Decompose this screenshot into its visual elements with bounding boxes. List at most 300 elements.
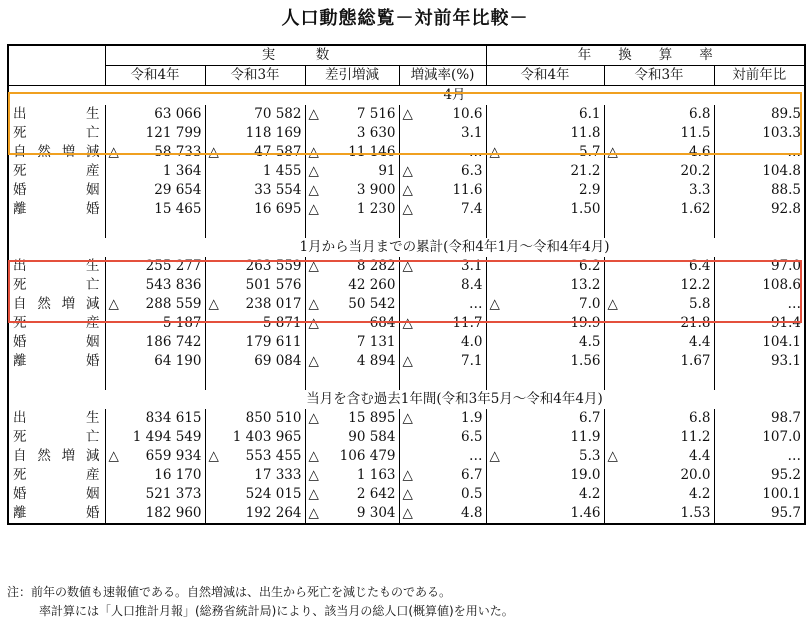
row-label: 婚姻 [13,486,100,502]
cell-ratio [714,504,805,524]
header-col: 令和3年 [604,66,714,86]
row-label: 離婚 [13,353,100,369]
row-label: 出生 [13,258,100,274]
cell-value: 3 630 [356,125,396,141]
cell-value: 29 654 [154,182,202,198]
cell-diff [305,200,399,219]
section-spacer [8,219,805,238]
cell-diff [305,257,399,276]
cell-y4 [486,257,604,276]
row-label: 自然増減 [13,448,100,464]
cell-value: 1.56 [570,353,601,369]
cell-value: 4.6 [689,144,711,160]
cell-value: 1 403 965 [232,429,302,445]
cell-value: 8.4 [461,277,483,293]
cell-value: 15 465 [154,201,202,217]
cell-value: 2.9 [579,182,601,198]
negative-triangle: △ [308,505,319,521]
cell-diff [305,105,399,124]
header-col: 令和3年 [205,66,305,86]
cell-r3 [205,200,305,219]
cell-diff [305,504,399,524]
row-label: 離婚 [13,201,100,217]
cell-value: 4.2 [579,486,601,502]
cell-value: 6.2 [579,258,601,274]
cell-rate [399,143,486,162]
cell-value: 5 187 [162,315,202,331]
cell-ratio [714,105,805,124]
cell-diff [305,162,399,181]
row-label: 死亡 [13,429,100,445]
negative-triangle: △ [402,182,413,198]
cell-y3 [604,352,714,371]
cell-value: 118 169 [245,125,302,141]
cell-y3 [604,276,714,295]
table-row [8,200,805,219]
cell-value: 5.8 [689,296,711,312]
row-label: 死産 [13,163,100,179]
cell-value: … [787,144,801,160]
cell-value: 58 733 [154,144,202,160]
section-title-row [8,390,805,409]
negative-triangle: △ [308,296,319,312]
cell-value: … [787,296,801,312]
negative-triangle: △ [108,144,119,160]
negative-triangle: △ [308,353,319,369]
negative-triangle: △ [402,315,413,331]
cell-r4 [105,466,205,485]
cell-r3 [205,333,305,352]
table-row [8,485,805,504]
cell-y4 [486,124,604,143]
cell-y4 [486,409,604,428]
row-label: 婚姻 [13,334,100,350]
table-row [8,352,805,371]
negative-triangle: △ [308,258,319,274]
cell-value: 6.5 [461,429,483,445]
negative-triangle: △ [489,448,500,464]
row-label: 死産 [13,467,100,483]
header-col: 令和4年 [486,66,604,86]
cell-y4 [486,447,604,466]
cell-rate [399,105,486,124]
cell-value: 16 695 [254,201,302,217]
cell-r3 [205,504,305,524]
negative-triangle: △ [108,296,119,312]
cell-value: 6.3 [461,163,483,179]
cell-rate [399,409,486,428]
cell-value: 20.0 [680,467,711,483]
cell-value: 91.4 [770,315,801,331]
row-label: 自然増減 [13,144,100,160]
table-row [8,124,805,143]
cell-y4 [486,504,604,524]
cell-r3 [205,276,305,295]
cell-value: 1 455 [262,163,302,179]
cell-r4 [105,314,205,333]
cell-value: 5.3 [579,448,601,464]
footnote: 注：前年の数値も速報値である。自然増減は、出生から死亡を減じたものである。 [7,585,452,599]
cell-value: 684 [369,315,396,331]
cell-r3 [205,428,305,447]
cell-value: 64 190 [154,353,202,369]
cell-value: … [469,448,483,464]
cell-value: 4.4 [689,448,711,464]
table-row [8,428,805,447]
negative-triangle: △ [308,106,319,122]
cell-y3 [604,447,714,466]
page-title: 人口動態総覧－対前年比較－ [281,8,529,29]
section-title-row [8,86,805,106]
cell-y3 [604,485,714,504]
cell-value: … [469,296,483,312]
cell-value: 521 373 [145,486,202,502]
cell-value: 69 084 [254,353,302,369]
cell-value: 42 260 [348,277,396,293]
negative-triangle: △ [402,258,413,274]
cell-value: 553 455 [245,448,302,464]
cell-r4 [105,485,205,504]
cell-value: 1.62 [680,201,711,217]
cell-value: 11.5 [680,125,711,141]
row-label: 死亡 [13,277,100,293]
cell-y3 [604,257,714,276]
cell-value: 4.2 [689,486,711,502]
negative-triangle: △ [489,296,500,312]
cell-diff [305,276,399,295]
cell-value: 1.9 [461,410,483,426]
cell-value: 11.9 [570,429,601,445]
row-label: 出生 [13,410,100,426]
cell-value: 2 642 [356,486,396,502]
cell-value: 501 576 [245,277,302,293]
cell-value: 6.7 [461,467,483,483]
cell-value: 98.7 [770,410,801,426]
negative-triangle: △ [402,201,413,217]
table-row [8,105,805,124]
cell-value: 97.0 [770,258,801,274]
cell-value: 186 742 [145,334,202,350]
cell-rate [399,504,486,524]
cell-rate [399,257,486,276]
cell-y3 [604,162,714,181]
cell-value: 7 516 [356,106,396,122]
cell-ratio [714,181,805,200]
cell-ratio [714,200,805,219]
negative-triangle: △ [308,163,319,179]
cell-r3 [205,124,305,143]
cell-rate [399,124,486,143]
header-row-cols [8,66,805,86]
cell-r4 [105,124,205,143]
cell-r4 [105,200,205,219]
cell-rate [399,333,486,352]
cell-y3 [604,428,714,447]
cell-r4 [105,162,205,181]
cell-diff [305,314,399,333]
cell-y3 [604,200,714,219]
cell-y4 [486,428,604,447]
cell-rate [399,352,486,371]
cell-value: 238 017 [245,296,302,312]
cell-value: 95.2 [770,467,801,483]
cell-value: 834 615 [145,410,202,426]
header-group-actual: 実 数 [105,45,486,66]
cell-value: 21.2 [570,163,601,179]
cell-rate [399,466,486,485]
cell-r3 [205,143,305,162]
cell-value: 104.1 [762,334,801,350]
population-table [7,44,806,525]
cell-value: 10.6 [452,106,483,122]
cell-ratio [714,485,805,504]
negative-triangle: △ [308,467,319,483]
cell-r4 [105,504,205,524]
cell-value: 543 836 [145,277,202,293]
negative-triangle: △ [402,505,413,521]
cell-y4 [486,352,604,371]
cell-value: 7.0 [579,296,601,312]
cell-r3 [205,162,305,181]
table-row [8,276,805,295]
table-row [8,295,805,314]
cell-ratio [714,276,805,295]
cell-value: 11.7 [452,315,483,331]
negative-triangle: △ [607,144,618,160]
cell-r4 [105,352,205,371]
cell-value: 108.6 [762,277,801,293]
cell-value: 5.7 [579,144,601,160]
cell-ratio [714,143,805,162]
table-row [8,257,805,276]
negative-triangle: △ [402,163,413,179]
cell-value: 6.1 [579,106,601,122]
cell-diff [305,333,399,352]
cell-value: 3.1 [461,125,483,141]
negative-triangle: △ [208,296,219,312]
cell-value: 1 364 [162,163,202,179]
cell-value: 7.4 [461,201,483,217]
cell-value: 1 494 549 [132,429,202,445]
table-row [8,447,805,466]
negative-triangle: △ [607,296,618,312]
cell-value: 3 900 [356,182,396,198]
cell-r4 [105,333,205,352]
cell-r4 [105,447,205,466]
header-col: 令和4年 [105,66,205,86]
cell-value: 21.8 [680,315,711,331]
header-group-rate: 年 換 算 率 [486,45,805,66]
negative-triangle: △ [208,144,219,160]
cell-value: 100.1 [762,486,801,502]
table-row [8,143,805,162]
cell-r4 [105,257,205,276]
cell-value: 1 163 [356,467,396,483]
cell-r4 [105,181,205,200]
cell-value: … [469,144,483,160]
cell-value: 104.8 [762,163,801,179]
cell-r3 [205,257,305,276]
cell-y4 [486,181,604,200]
cell-y3 [604,124,714,143]
cell-value: 17 333 [254,467,302,483]
cell-value: 19.9 [570,315,601,331]
cell-rate [399,295,486,314]
cell-value: 92.8 [770,201,801,217]
table-row [8,409,805,428]
cell-y4 [486,295,604,314]
cell-r3 [205,485,305,504]
cell-value: 6.4 [689,258,711,274]
cell-rate [399,447,486,466]
cell-value: 90 584 [348,429,396,445]
cell-value: 7.1 [461,353,483,369]
cell-y3 [604,143,714,162]
negative-triangle: △ [489,144,500,160]
negative-triangle: △ [402,106,413,122]
negative-triangle: △ [308,182,319,198]
cell-y3 [604,409,714,428]
negative-triangle: △ [308,201,319,217]
cell-value: 6.8 [689,410,711,426]
cell-y3 [604,504,714,524]
cell-rate [399,200,486,219]
cell-value: 20.2 [680,163,711,179]
cell-value: 288 559 [145,296,202,312]
cell-value: 263 559 [245,258,302,274]
header-col: 増減率(%) [399,66,486,86]
cell-r3 [205,295,305,314]
cell-value: 3.3 [689,182,711,198]
row-label: 死産 [13,315,100,331]
row-label: 出生 [13,106,100,122]
cell-r4 [105,143,205,162]
cell-value: 106 479 [339,448,396,464]
cell-y3 [604,466,714,485]
cell-rate [399,485,486,504]
cell-ratio [714,447,805,466]
cell-value: 50 542 [348,296,396,312]
cell-diff [305,181,399,200]
cell-value: 659 934 [145,448,202,464]
cell-r3 [205,105,305,124]
negative-triangle: △ [308,448,319,464]
cell-value: … [787,448,801,464]
cell-value: 16 170 [154,467,202,483]
cell-value: 9 304 [356,505,396,521]
negative-triangle: △ [308,144,319,160]
footnote: 率計算には「人口推計月報」(総務省統計局)により、該当月の総人口(概算値)を用いた。 [39,604,514,618]
negative-triangle: △ [308,315,319,331]
cell-y4 [486,333,604,352]
cell-value: 15 895 [348,410,396,426]
cell-r3 [205,466,305,485]
cell-y4 [486,276,604,295]
table-row [8,181,805,200]
cell-value: 1.53 [680,505,711,521]
cell-y3 [604,333,714,352]
negative-triangle: △ [308,486,319,502]
section-title: 4月 [443,87,466,103]
cell-value: 88.5 [770,182,801,198]
cell-ratio [714,257,805,276]
cell-r3 [205,352,305,371]
cell-value: 255 277 [145,258,202,274]
row-label: 死亡 [13,125,100,141]
cell-r4 [105,409,205,428]
cell-value: 19.0 [570,467,601,483]
cell-value: 8 282 [356,258,396,274]
row-label: 離婚 [13,505,100,521]
cell-r3 [205,314,305,333]
negative-triangle: △ [402,467,413,483]
cell-y4 [486,162,604,181]
table-row [8,314,805,333]
negative-triangle: △ [208,448,219,464]
section-title: 1月から当月までの累計(令和4年1月～令和4年4月) [299,239,610,255]
cell-value: 0.5 [461,486,483,502]
cell-value: 95.7 [770,505,801,521]
cell-value: 5 871 [262,315,302,331]
header-col: 差引増減 [305,66,399,86]
cell-value: 1.50 [570,201,601,217]
cell-y4 [486,200,604,219]
cell-ratio [714,428,805,447]
cell-value: 3.1 [461,258,483,274]
cell-value: 91 [378,163,396,179]
cell-value: 103.3 [762,125,801,141]
cell-value: 4.0 [461,334,483,350]
cell-value: 11 146 [348,144,396,160]
cell-value: 1.46 [570,505,601,521]
cell-y3 [604,295,714,314]
cell-y4 [486,314,604,333]
cell-y3 [604,181,714,200]
cell-value: 6.8 [689,106,711,122]
cell-diff [305,428,399,447]
negative-triangle: △ [607,448,618,464]
cell-y4 [486,466,604,485]
cell-value: 12.2 [680,277,711,293]
cell-value: 192 264 [245,505,302,521]
table-row [8,504,805,524]
cell-value: 7 131 [356,334,396,350]
cell-y4 [486,485,604,504]
cell-diff [305,447,399,466]
negative-triangle: △ [308,410,319,426]
cell-value: 6.7 [579,410,601,426]
cell-ratio [714,162,805,181]
cell-value: 182 960 [145,505,202,521]
cell-ratio [714,333,805,352]
cell-value: 4 894 [356,353,396,369]
section-title: 当月を含む過去1年間(令和3年5月～令和4年4月) [306,391,603,407]
cell-r3 [205,447,305,466]
cell-value: 47 587 [254,144,302,160]
section-title-row [8,238,805,257]
cell-r4 [105,276,205,295]
cell-ratio [714,314,805,333]
header-col: 対前年比 [714,66,805,86]
cell-value: 11.6 [452,182,483,198]
cell-value: 1.67 [680,353,711,369]
cell-value: 4.8 [461,505,483,521]
cell-diff [305,485,399,504]
cell-value: 93.1 [770,353,801,369]
cell-rate [399,181,486,200]
cell-ratio [714,124,805,143]
cell-diff [305,466,399,485]
